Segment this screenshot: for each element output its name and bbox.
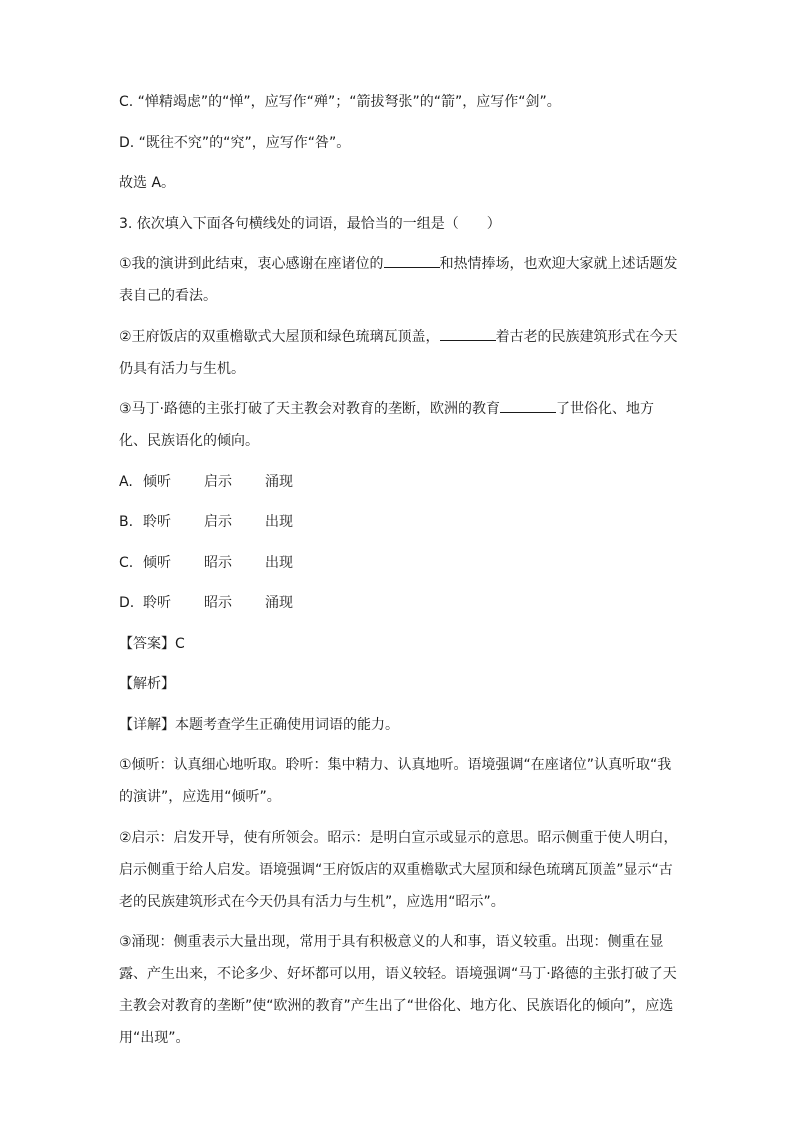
sentence-2-post: 着古老的民族建筑形式在今天仍具有活力与生机。 bbox=[119, 328, 678, 377]
blank-1 bbox=[384, 253, 440, 268]
question-3: 3. 依次填入下面各句横线处的词语，最恰当的一组是（ ） bbox=[119, 215, 501, 232]
option-c-word-3: 出现 bbox=[265, 554, 293, 571]
detail bbox=[119, 715, 679, 735]
option-a bbox=[119, 472, 679, 492]
option-b-word-1: 聆听 bbox=[143, 514, 171, 530]
sentence-1 bbox=[119, 248, 679, 312]
detail-label: 【详解】 bbox=[119, 716, 175, 733]
option-d-key: D. bbox=[119, 595, 135, 611]
option-a-word-1: 倾听 bbox=[143, 473, 171, 490]
sentence-2-pre: ②王府饭店的双重檐歇式大屋顶和绿色琉璃瓦顶盖， bbox=[119, 328, 440, 345]
sentence-3-post: 了世俗化、地方化、民族语化的倾向。 bbox=[119, 401, 654, 449]
option-a-word-2: 启示 bbox=[204, 473, 232, 490]
analysis-label: 【解析】 bbox=[119, 676, 175, 692]
option-c-word-2: 昭示 bbox=[204, 554, 232, 571]
sentence-1-pre: ①我的演讲到此结束，衷心感谢在座诸位的 bbox=[119, 256, 384, 272]
option-d-note: D. “既往不究”的“究”，应写作“咎”。 bbox=[119, 134, 351, 151]
answer bbox=[119, 634, 679, 654]
document-page bbox=[119, 92, 679, 1069]
option-b-key: B. bbox=[119, 514, 134, 530]
explanation-1: ①倾听：认真细心地听取。聆听：集中精力、认真地听。语境强调“在座诸位”认真听取“我的演讲”，应选用“倾听”。 bbox=[119, 757, 672, 805]
option-a-word-3: 涌现 bbox=[265, 473, 293, 490]
option-d-word-2: 昭示 bbox=[204, 595, 232, 611]
option-b bbox=[119, 512, 679, 532]
option-c-note: C. “惮精竭虑”的“惮”，应写作“殚”；“箭拔弩张”的“箭”，应写作“剑”。 bbox=[119, 94, 561, 110]
option-b-word-3: 出现 bbox=[265, 514, 293, 530]
explanation-2: ②启示：启发开导，使有所领会。昭示：是明白宣示或显示的意思。昭示侧重于使人明白，启示侧重于给人启发。语境强调“王府饭店的双重檐歇式大屋顶和绿色琉璃瓦顶盖”显示“古老的民族建筑形式在今天仍具有活力与生机”，应选用“昭示”。 bbox=[119, 829, 678, 910]
answer-label: 【答案】 bbox=[119, 635, 175, 652]
option-a-key: A. bbox=[119, 473, 133, 490]
conclusion: 故选 A。 bbox=[119, 175, 176, 191]
option-c bbox=[119, 553, 679, 573]
option-d bbox=[119, 593, 679, 613]
option-d-word-3: 涌现 bbox=[265, 595, 293, 611]
option-c-word-1: 倾听 bbox=[143, 554, 171, 571]
blank-2 bbox=[440, 326, 496, 341]
sentence-3 bbox=[119, 393, 679, 457]
sentence-1-post: 和热情捧场，也欢迎大家就上述话题发表自己的看法。 bbox=[119, 256, 678, 304]
blank-3 bbox=[500, 398, 556, 413]
option-c-key: C. bbox=[119, 554, 134, 571]
option-b-word-2: 启示 bbox=[204, 514, 232, 530]
detail-text: 本题考查学生正确使用词语的能力。 bbox=[175, 716, 399, 733]
answer-value: C bbox=[175, 635, 185, 652]
sentence-3-pre: ③马丁·路德的主张打破了天主教会对教育的垄断，欧洲的教育 bbox=[119, 401, 500, 417]
sentence-2 bbox=[119, 321, 679, 385]
explanation-3: ③涌现：侧重表示大量出现，常用于具有积极意义的人和事，语义较重。出现：侧重在显露、产生出来，不论多少、好坏都可以用，语义较轻。语境强调“马丁·路德的主张打破了天主教会对教育的垄断”使“欧洲的教育”产生出了“世俗化、地方化、民族语化的倾向”，应选用“出现”。 bbox=[119, 934, 677, 1046]
option-d-word-1: 聆听 bbox=[143, 595, 171, 611]
